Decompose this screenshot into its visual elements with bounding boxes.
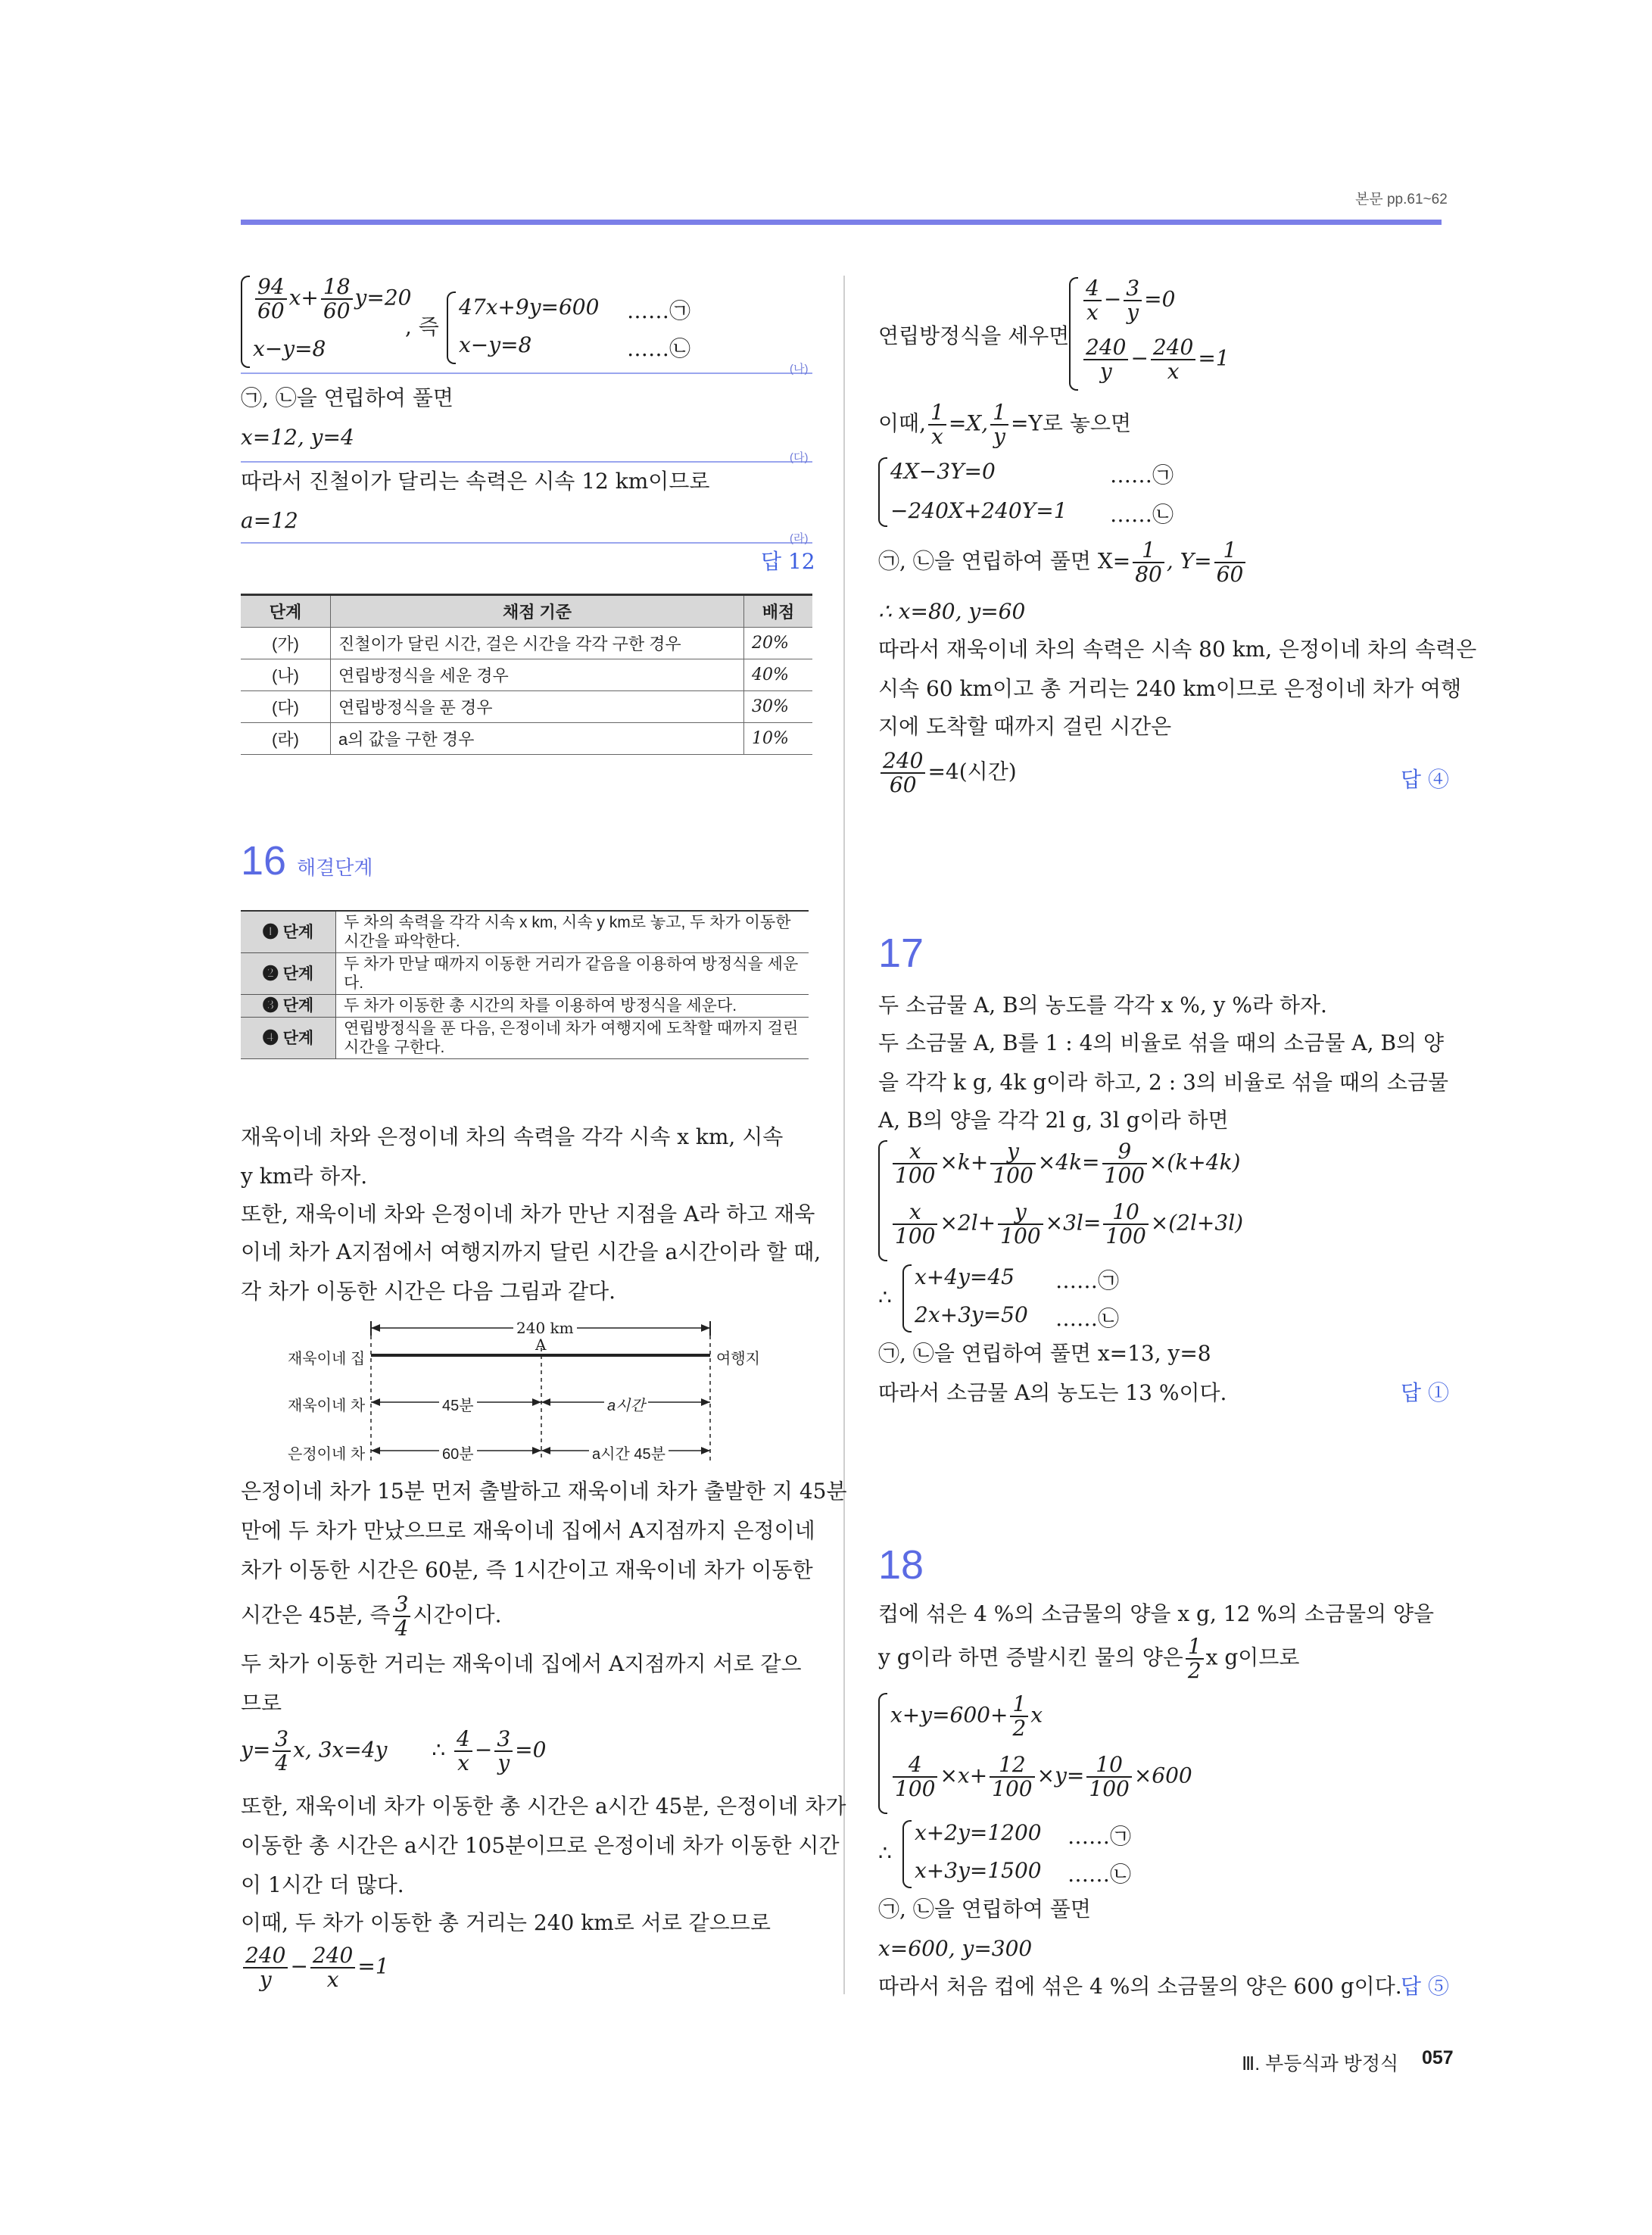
text-line: ㉠, ㉡을 연립하여 풀면 X= $\frac{1}{80}$ , Y= $\frac{1}{60}$ <box>878 539 1248 586</box>
system-of-equations: $\frac{4}{x}$ − $\frac{3}{y}$ =0 $\frac{240}{y}$ − $\frac{240}{x}$ =1 <box>1069 277 1243 391</box>
grading-table <box>241 594 812 755</box>
text-line: 은정이네 차가 15분 먼저 출발하고 재욱이네 차가 출발한 지 45분 <box>241 1479 847 1504</box>
math-line: x=600, y=300 <box>878 1936 1033 1961</box>
table-row: ❶ 단계 두 차의 속력을 각각 시속 x km, 시속 y km로 놓고, 두 차가 이동한 시간을 파악한다. <box>241 911 809 953</box>
therefore-symbol: ∴ <box>878 1285 892 1310</box>
system-of-equations: $\frac{94}{60}$ x+ $\frac{18}{60}$ y=20 x−y=8 <box>241 276 415 368</box>
math-line: y= $\frac{3}{4}$ x, 3x=4y ∴ $\frac{4}{x}$ − $\frac{3}{y}$ =0 <box>241 1726 547 1775</box>
table-header: 채점 기준 <box>331 595 744 628</box>
system-of-equations: 4X−3Y=0 ……㉠ −240X+240Y=1 ……㉡ <box>878 457 1196 527</box>
text-line: 연립방정식을 세우면 <box>878 323 1070 348</box>
column-divider <box>843 276 845 1994</box>
text-line: 따라서 소금물 A의 농도는 13 %이다. <box>878 1380 1227 1405</box>
travel-time-diagram <box>241 1317 812 1469</box>
chapter-title: Ⅲ. 부등식과 방정식 <box>1242 2053 1399 2074</box>
math-line: a=12 <box>241 508 298 533</box>
math-line: $\frac{240}{60}$ =4(시간) <box>878 750 1017 796</box>
table-row: ❹ 단계 연립방정식을 푼 다음, 은정이네 차가 여행지에 도착할 때까지 걸린 시간을 구한다. <box>241 1018 809 1059</box>
text-line: 따라서 처음 컵에 섞은 4 %의 소금물의 양은 600 g이다. <box>878 1974 1402 1999</box>
answer-label: 답 12 <box>761 549 815 574</box>
text-line: 지에 도착할 때까지 걸린 시간은 <box>878 714 1172 739</box>
solution-steps-table <box>241 910 809 1059</box>
text-line: 두 소금물 A, B의 농도를 각각 x %, y %라 하자. <box>878 993 1327 1018</box>
text-line: 만에 두 차가 만났으므로 재욱이네 집에서 A지점까지 은정이네 <box>241 1518 815 1543</box>
text-line: y km라 하자. <box>241 1164 368 1189</box>
text-line: 컵에 섞은 4 %의 소금물의 양을 x g, 12 %의 소금물의 양을 <box>878 1601 1435 1626</box>
text-line: 두 차가 이동한 거리는 재욱이네 집에서 A지점까지 서로 같으 <box>241 1651 802 1676</box>
therefore-symbol: ∴ <box>878 1841 892 1866</box>
text-line: 두 소금물 A, B를 1 : 4의 비율로 섞을 때의 소금물 A, B의 양 <box>878 1030 1445 1055</box>
math-line: x=12, y=4 <box>241 425 354 450</box>
car-label: 은정이네 차 <box>288 1446 366 1463</box>
text-line: 이동한 총 시간은 a시간 105분이므로 은정이네 차가 이동한 시간 <box>241 1833 840 1858</box>
car-label: 재욱이네 차 <box>288 1398 366 1414</box>
problem-subtitle: 해결단계 <box>297 856 373 879</box>
text-line: ㉠, ㉡을 연립하여 풀면 x=13, y=8 <box>878 1341 1211 1366</box>
table-row: ❷ 단계 두 차가 만날 때까지 이동한 거리가 같음을 이용하여 방정식을 세운다. <box>241 953 809 995</box>
math-line: $\frac{240}{y}$ − $\frac{240}{x}$ =1 <box>241 1944 389 1991</box>
system-of-equations-simplified: 47x+9y=600 ……㉠ x−y=8 ……㉡ <box>447 291 697 364</box>
page-number: 057 <box>1422 2047 1454 2068</box>
text-line: 이때, 두 차가 이동한 총 거리는 240 km로 서로 같으므로 <box>241 1910 771 1935</box>
distance-label: 240 km <box>513 1319 577 1337</box>
time-label: 45분 <box>439 1393 477 1415</box>
step-mark: (나) <box>790 363 809 376</box>
text-line: 이때, $\frac{1}{x}$ =X, $\frac{1}{y}$ =Y로 놓으면 <box>878 400 1131 449</box>
answer-label: 답 ④ <box>1401 767 1449 792</box>
text-line: 따라서 진철이가 달리는 속력은 시속 12 km이므로 <box>241 469 710 494</box>
table-row: (가) 진철이가 달린 시간, 걸은 시간을 각각 구한 경우 20% <box>241 628 812 659</box>
problem-number: 18 <box>878 1542 924 1588</box>
text-line: 시간은 45분, 즉 $\frac{3}{4}$ 시간이다. <box>241 1591 502 1641</box>
time-label: a시간 45분 <box>589 1442 669 1464</box>
text-line: 각 차가 이동한 시간은 다음 그림과 같다. <box>241 1279 616 1304</box>
problem-number: 16 <box>241 838 287 884</box>
text-line: ㉠, ㉡을 연립하여 풀면 <box>878 1897 1091 1922</box>
problem-number: 17 <box>878 930 924 976</box>
text-line: 므로 <box>241 1691 282 1716</box>
system-of-equations: $\frac{x}{100}$ ×k+ $\frac{y}{100}$ ×4k= $\frac{9}{100}$ ×(k+4k) $\frac{x}{100}$ ×2l+ $\frac{y}{100}$ ×3l= $\frac{10}{100}$ ×(2l+3l) <box>878 1140 1302 1261</box>
point-label: A <box>535 1336 547 1354</box>
text-line: 을 각각 k g, 4k g이라 하고, 2 : 3의 비율로 섞을 때의 소금물 <box>878 1070 1449 1095</box>
page-reference: 본문 pp.61~62 <box>1355 192 1448 207</box>
step-mark: (라) <box>790 532 809 545</box>
system-of-equations: x+2y=1200 ……㉠ x+3y=1500 ……㉡ <box>902 1820 1160 1888</box>
text-line: 또한, 재욱이네 차와 은정이네 차가 만난 지점을 A라 하고 재욱 <box>241 1202 815 1227</box>
time-label: a시간 <box>604 1393 648 1415</box>
text-line: 이 1시간 더 많다. <box>241 1872 404 1897</box>
answer-label: 답 ① <box>1401 1380 1449 1405</box>
table-row: (나) 연립방정식을 세운 경우 40% <box>241 659 812 691</box>
text-line: 따라서 재욱이네 차의 속력은 시속 80 km, 은정이네 차의 속력은 <box>878 637 1477 662</box>
table-row: (라) a의 값을 구한 경우 10% <box>241 723 812 755</box>
answer-label: 답 ⑤ <box>1401 1974 1449 1999</box>
math-line: ∴ x=80, y=60 <box>878 599 1026 624</box>
text-line: 또한, 재욱이네 차가 이동한 총 시간은 a시간 45분, 은정이네 차가 <box>241 1794 846 1819</box>
time-label: 60분 <box>439 1442 477 1464</box>
text-line: ㉠, ㉡을 연립하여 풀면 <box>241 385 454 410</box>
system-of-equations: x+y=600+ $\frac{1}{2}$ x $\frac{4}{100}$ ×x+ $\frac{12}{100}$ ×y= $\frac{10}{100}$ ×600 <box>878 1693 1287 1814</box>
text-line: 차가 이동한 시간은 60분, 즉 1시간이고 재욱이네 차가 이동한 <box>241 1557 813 1582</box>
destination-label: 여행지 <box>716 1351 760 1367</box>
text-line: 재욱이네 차와 은정이네 차의 속력을 각각 시속 x km, 시속 <box>241 1124 784 1149</box>
system-of-equations: x+4y=45 ……㉠ 2x+3y=50 ……㉡ <box>902 1264 1145 1333</box>
table-row: ❸ 단계 두 차가 이동한 총 시간의 차를 이용하여 방정식을 세운다. <box>241 995 809 1018</box>
equivalence-text: , 즉 <box>405 314 439 339</box>
start-label: 재욱이네 집 <box>288 1351 366 1367</box>
text-line: y g이라 하면 증발시킨 물의 양은 $\frac{1}{2}$ x g이므로 <box>878 1634 1300 1683</box>
text-line: A, B의 양을 각각 2l g, 3l g이라 하면 <box>878 1108 1229 1133</box>
text-line: 시속 60 km이고 총 거리는 240 km이므로 은정이네 차가 여행 <box>878 676 1462 701</box>
table-header: 배점 <box>744 595 813 628</box>
step-mark: (다) <box>790 451 809 464</box>
table-row: (다) 연립방정식을 푼 경우 30% <box>241 691 812 723</box>
header-rule <box>241 220 1442 225</box>
table-header: 단계 <box>241 595 331 628</box>
text-line: 이네 차가 A지점에서 여행지까지 달린 시간을 a시간이라 할 때, <box>241 1239 821 1264</box>
